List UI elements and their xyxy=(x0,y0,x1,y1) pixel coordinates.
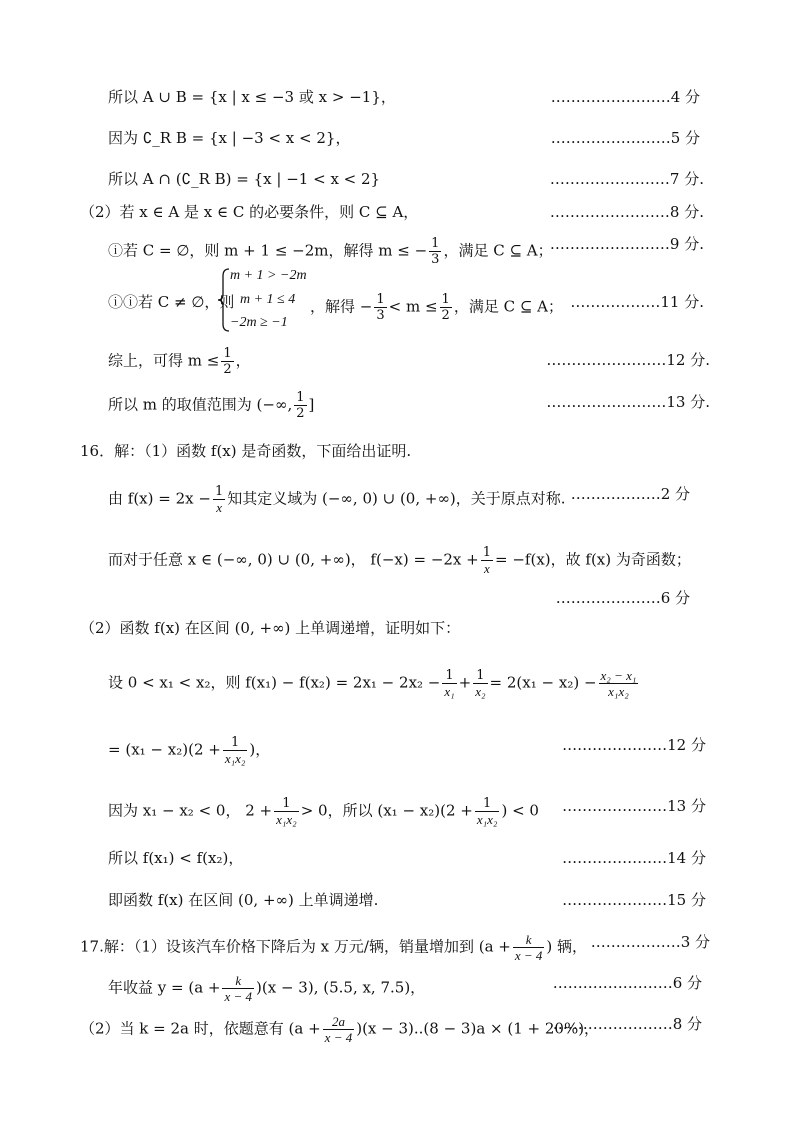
fraction-one-over-x xyxy=(481,545,493,576)
text: （2）若 x ∈ A 是 x ∈ C 的必要条件，则 C ⊆ A， xyxy=(80,203,419,221)
score-11: ………………11 分. xyxy=(570,293,704,311)
line-case-nonempty-end xyxy=(310,292,563,323)
system-eq-1: m + 1 > −2m xyxy=(230,268,307,283)
fraction-one-over-x2 xyxy=(473,668,487,699)
numerator: 1 xyxy=(475,796,500,812)
text: 知其定义域为 (−∞, 0) ∪ (0, +∞)，关于原点对称. xyxy=(227,489,566,508)
score-15: …………………15 分 xyxy=(562,891,706,909)
denominator: x xyxy=(483,561,490,576)
text: 设 0 < x₁ < x₂，则 f(x₁) − f(x₂) = 2x₁ − 2x₂ − xyxy=(108,673,441,692)
line-case-empty xyxy=(108,236,553,267)
line-17-part2 xyxy=(80,1014,599,1045)
numerator: k xyxy=(222,973,254,989)
denominator: x − 4 xyxy=(324,1030,353,1045)
fraction-one-third xyxy=(429,236,441,267)
text: 综上，可得 m ≤ xyxy=(108,351,220,370)
numerator: 1 xyxy=(223,735,248,751)
line-17-setup xyxy=(80,932,587,963)
text: 因为 ∁_R B = {x | −3 < x < 2}， xyxy=(108,129,351,147)
fraction-k-over-xm4 xyxy=(222,973,254,1004)
denominator: 2 xyxy=(296,406,305,421)
line-union xyxy=(108,87,396,107)
denominator: 2 xyxy=(223,362,232,377)
text: ) < 0 xyxy=(501,801,539,820)
score-8b: ……………………8 分 xyxy=(552,1015,702,1033)
score-4: ……………………4 分 xyxy=(550,88,700,106)
fraction-k-over-xm4 xyxy=(513,932,545,963)
line-16-compare xyxy=(108,848,243,868)
numerator: 1 xyxy=(482,545,492,560)
score-8: ……………………8 分. xyxy=(549,203,704,221)
denominator: x₂ xyxy=(475,684,486,699)
numerator: x₂ − x₁ xyxy=(600,668,637,683)
line-16-conclusion xyxy=(108,890,378,910)
score-13b: …………………13 分 xyxy=(562,797,706,815)
text: 因为 x₁ − x₂ < 0， 2 + xyxy=(108,801,273,820)
line-part2-condition xyxy=(80,202,418,222)
denominator: x₁x₂ xyxy=(476,812,498,827)
numerator: k xyxy=(513,932,545,948)
fraction-one-over-x1x2 xyxy=(475,796,500,827)
text: )(x − 3)..(8 − 3)a × (1 + 20%)， xyxy=(356,1019,600,1038)
denominator: 2 xyxy=(441,308,450,323)
text: = −f(x)，故 f(x) 为奇函数； xyxy=(495,550,691,569)
numerator: 1 xyxy=(441,292,450,307)
text: ⓘⓘ若 C ≠ ∅，则 xyxy=(108,293,235,311)
numerator: 1 xyxy=(376,292,385,307)
system-eq-3: −2m ≥ −1 xyxy=(230,315,288,330)
line-16-heading xyxy=(80,441,411,461)
system-brace-icon xyxy=(217,268,231,332)
denominator: x₁x₂ xyxy=(608,684,629,699)
numerator: 1 xyxy=(223,346,232,361)
text: ) 辆， xyxy=(546,937,588,956)
text: ，满足 C ⊆ A； xyxy=(453,297,563,316)
line-16-difference xyxy=(108,668,640,699)
fraction-one-over-x xyxy=(213,484,225,515)
line-summary xyxy=(108,346,251,377)
denominator: x₁ xyxy=(444,684,455,699)
text: )(x − 3), (5.5, x, 7.5)， xyxy=(256,978,426,997)
text: )， xyxy=(249,740,271,759)
numerator: 2a xyxy=(323,1014,355,1030)
text: 所以 A ∪ B = {x | x ≤ −3 或 x > −1}， xyxy=(108,88,396,106)
fraction-diff-over-product xyxy=(599,668,639,699)
text: （2）函数 f(x) 在区间 (0, +∞) 上单调递增，证明如下： xyxy=(80,619,461,637)
line-16-sign xyxy=(108,796,539,827)
line-16-domain xyxy=(108,484,566,515)
fraction-one-half xyxy=(440,292,452,323)
denominator: x₁x₂ xyxy=(276,812,297,827)
text: ，解得 − xyxy=(310,297,373,316)
score-13: ……………………13 分. xyxy=(546,393,710,411)
numerator: 1 xyxy=(214,484,224,499)
fraction-one-over-x1x2 xyxy=(274,796,299,827)
line-case-nonempty-start xyxy=(108,292,234,312)
score-6b: ……………………6 分 xyxy=(552,974,702,992)
text: = 2(x₁ − x₂) − xyxy=(489,673,597,692)
line-intersection xyxy=(108,169,380,189)
score-12: ……………………12 分. xyxy=(546,351,710,369)
text: = (x₁ − x₂)(2 + xyxy=(108,740,221,759)
line-16-factored xyxy=(108,735,270,766)
denominator: 3 xyxy=(431,252,440,267)
line-17-revenue xyxy=(108,973,425,1004)
score-2: ………………2 分 xyxy=(570,485,690,503)
text: ] xyxy=(308,395,315,414)
denominator: x xyxy=(216,500,222,515)
fraction-one-third xyxy=(374,292,386,323)
line-16-odd xyxy=(108,545,691,576)
text: + xyxy=(458,673,472,692)
text: 而对于任意 x ∈ (−∞, 0) ∪ (0, +∞)， f(−x) = −2x + xyxy=(108,550,479,569)
fraction-one-half xyxy=(221,346,233,377)
text: 所以 A ∩ (∁_R B) = {x | −1 < x < 2} xyxy=(108,170,381,188)
text: ， xyxy=(235,351,251,370)
denominator: x − 4 xyxy=(224,989,253,1004)
score-5: ……………………5 分 xyxy=(550,129,700,147)
text: > 0，所以 (x₁ − x₂)(2 + xyxy=(300,801,473,820)
text: 所以 f(x₁) < f(x₂)， xyxy=(108,849,244,867)
score-7: ……………………7 分. xyxy=(549,170,704,188)
numerator: 1 xyxy=(473,668,487,684)
score-12b: …………………12 分 xyxy=(562,736,706,754)
fraction-2a-over-xm4 xyxy=(323,1014,355,1045)
numerator: 1 xyxy=(274,796,299,812)
fraction-one-over-x1 xyxy=(442,668,456,699)
text: 即函数 f(x) 在区间 (0, +∞) 上单调递增. xyxy=(108,891,379,909)
denominator: x − 4 xyxy=(514,948,543,963)
fraction-one-over-x1x2 xyxy=(223,735,248,766)
score-6: …………………6 分 xyxy=(555,589,690,607)
line-range xyxy=(108,390,314,421)
text: 年收益 y = (a + xyxy=(108,978,221,997)
text: （2）当 k = 2a 时，依题意有 (a + xyxy=(80,1019,321,1038)
denominator: 3 xyxy=(376,308,385,323)
numerator: 1 xyxy=(431,236,440,251)
text: 由 f(x) = 2x − xyxy=(108,489,211,508)
text: 所以 m 的取值范围为 (−∞, xyxy=(108,395,293,414)
text: < m ≤ xyxy=(388,297,438,316)
denominator: x₁x₂ xyxy=(224,751,246,766)
score-9: ……………………9 分. xyxy=(549,235,704,253)
numerator: 1 xyxy=(296,390,305,405)
system-eq-2: m + 1 ≤ 4 xyxy=(240,292,296,307)
text: 17.解：（1）设该汽车价格下降后为 x 万元/辆，销量增加到 (a + xyxy=(80,937,511,956)
line-complement xyxy=(108,128,350,148)
line-16-part2 xyxy=(80,618,460,638)
fraction-one-half xyxy=(294,390,306,421)
numerator: 1 xyxy=(442,668,456,684)
text: ，满足 C ⊆ A； xyxy=(443,241,553,260)
score-14: …………………14 分 xyxy=(562,849,706,867)
text: ⓘ若 C = ∅，则 m + 1 ≤ −2m，解得 m ≤ − xyxy=(108,241,428,260)
text: 16．解：（1）函数 f(x) 是奇函数，下面给出证明. xyxy=(80,442,412,460)
score-3: ………………3 分 xyxy=(590,933,710,951)
